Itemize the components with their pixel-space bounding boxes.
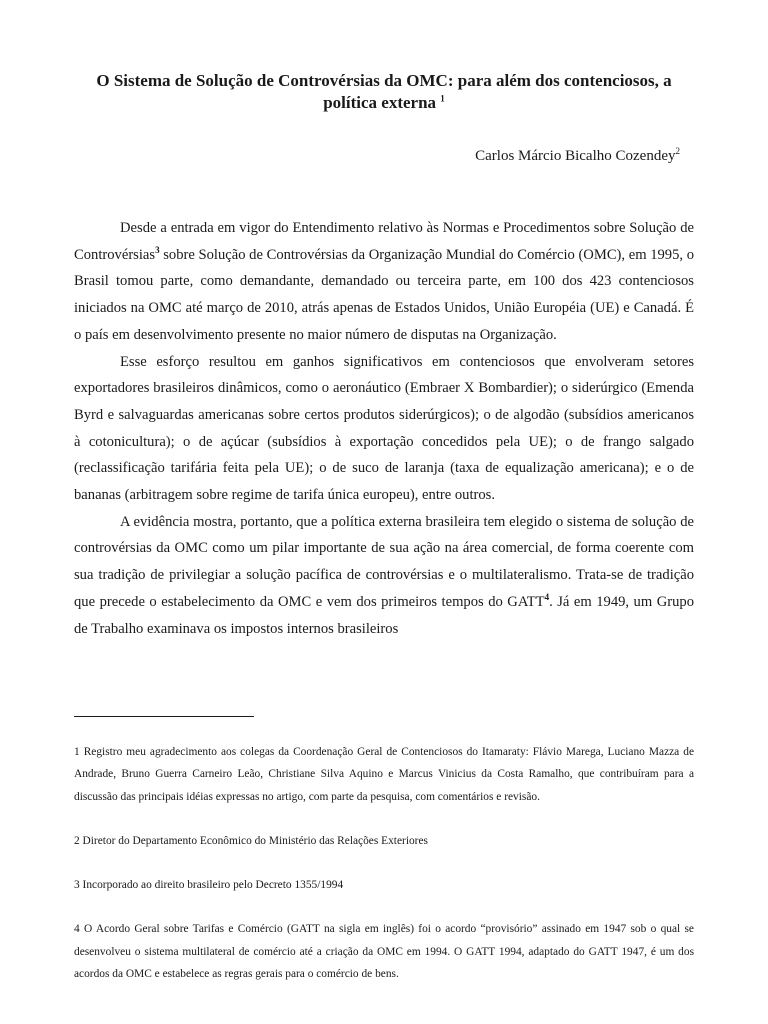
paragraph-3-part-1: A evidência mostra, portanto, que a política externa brasileira tem elegido o sistema de solução de controvérsias da OMC como um pilar importante de sua ação na área comercial, de forma coerente com sua tradição de privilegiar a solução pacífica de controvérsias e o multilateralismo. Trata-se de tradição que precede o estabelecimento da OMC e vem dos primeiros tempos do GATT bbox=[74, 513, 694, 610]
paragraph-1 bbox=[74, 215, 694, 349]
body-text bbox=[74, 215, 694, 642]
footnote-3: 3 Incorporado ao direito brasileiro pelo Decreto 1355/1994 bbox=[74, 879, 344, 892]
footnote-4: 4 O Acordo Geral sobre Tarifas e Comércio (GATT na sigla em inglês) foi o acordo “provisório” assinado em 1947 sob o qual se desenvolveu o sistema multilateral de comércio até a criação da OMC em 1994. O GATT 1994, adaptado do GATT 1947, é um dos acordos da OMC e estabelece as regras gerais para o comércio de bens. bbox=[74, 923, 694, 981]
paragraph-1-part-2: sobre Solução de Controvérsias da Organização Mundial do Comércio (OMC), em 1995, o Brasil tomou parte, como demandante, demandado ou terceira parte, em 100 dos 423 contenciosos iniciados na OMC até março de 2010, atrás apenas de Estados Unidos, União Européia (UE) e Canadá. É o país em desenvolvimento presente no maior número de disputas na Organização. bbox=[74, 246, 694, 343]
author-footnote-mark: 2 bbox=[675, 146, 680, 156]
footnotes bbox=[74, 741, 694, 985]
footnote-mark-3: 3 bbox=[155, 244, 160, 255]
author-line bbox=[380, 146, 680, 166]
document-title bbox=[74, 70, 694, 114]
title-footnote-mark: 1 bbox=[440, 93, 445, 104]
author-name: Carlos Márcio Bicalho Cozendey bbox=[475, 148, 676, 164]
title-text: O Sistema de Solução de Controvérsias da OMC: para além dos contenciosos, a política externa bbox=[96, 71, 672, 112]
footnote-separator bbox=[74, 716, 254, 717]
paragraph-3-part-2: . Já em 1949, um Grupo de Trabalho examinava os impostos internos brasileiros bbox=[74, 593, 694, 637]
footnote-mark-4: 4 bbox=[544, 591, 550, 602]
paragraph-1-part-1: Desde a entrada em vigor do Entendimento relativo às Normas e Procedimentos sobre Solução de Controvérsias bbox=[74, 220, 694, 263]
footnote-1: 1 Registro meu agradecimento aos colegas da Coordenação Geral de Contenciosos do Itamaraty: Flávio Marega, Luciano Mazza de Andrade, Bruno Guerra Carneiro Leão, Christiane Silva Aquino e Marcus Vinicius da Costa Ramalho, que contribuíram para a discussão das principais idéias expressas no artigo, com parte da pesquisa, com comentários e revisão. bbox=[74, 746, 694, 803]
footnote-2: 2 Diretor do Departamento Econômico do Ministério das Relações Exteriores bbox=[74, 834, 428, 847]
paragraph-2: Esse esforço resultou em ganhos significativos em contenciosos que envolveram setores exportadores brasileiros dinâmicos, como o aeronáutico (Embraer X Bombardier); o siderúrgico (Emenda Byrd e salvaguardas americanas sobre certos produtos siderúrgicos); o de algodão (subsídios americanos à cotonicultura); o de açúcar (subsídios à exportação concedidos pela UE); o de frango salgado (reclassificação tarifária feita pela UE); o de suco de laranja (taxa de equalização americana); e o de bananas (arbitragem sobre regime de tarifa única europeu), entre outros. bbox=[74, 353, 694, 504]
paragraph-3 bbox=[74, 509, 694, 643]
